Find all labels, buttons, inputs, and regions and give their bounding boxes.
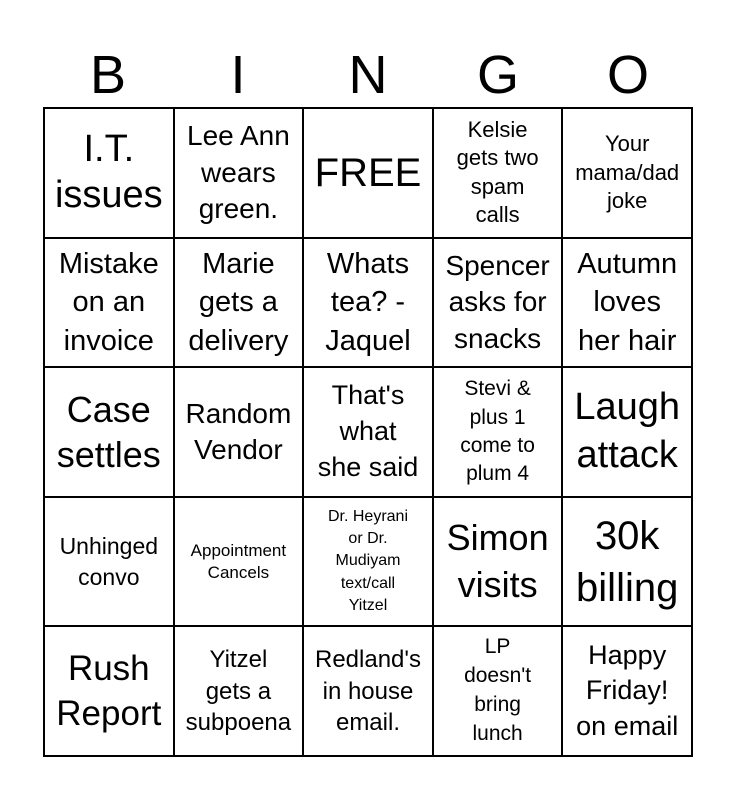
bingo-cell[interactable] (174, 238, 304, 368)
bingo-cell[interactable] (433, 238, 563, 368)
bingo-cell[interactable] (562, 108, 692, 238)
cell-text: Appointment Cancels (190, 540, 287, 582)
cell-text: Yitzel gets a subpoena (185, 646, 292, 736)
bingo-cell[interactable] (44, 238, 174, 368)
bingo-cell[interactable] (303, 626, 433, 756)
cell-text: Unhinged convo (59, 532, 159, 590)
bingo-board (43, 107, 693, 757)
cell-text: Spencer asks for snacks (445, 249, 550, 354)
cell-text: Simon visits (446, 516, 549, 605)
cell-text: That's what she said (317, 380, 419, 482)
bingo-cell[interactable] (562, 497, 692, 627)
cell-text: Laugh attack (574, 386, 681, 476)
header-letter-o: O (606, 45, 649, 105)
cell-text: 30k billing (576, 513, 679, 610)
bingo-cell[interactable] (562, 367, 692, 497)
cell-text: Mistake on an invoice (58, 247, 159, 357)
bingo-cell[interactable] (562, 238, 692, 368)
cell-text: Redland's in house email. (315, 646, 421, 736)
cell-text: Kelsie gets two spam calls (456, 116, 539, 228)
bingo-cell[interactable] (174, 626, 304, 756)
bingo-cell[interactable] (44, 497, 174, 627)
cell-text: FREE (314, 150, 422, 195)
bingo-header (43, 44, 693, 106)
bingo-cell[interactable] (174, 108, 304, 238)
cell-text: I.T. issues (54, 128, 163, 216)
cell-text: LP doesn't bring lunch (464, 635, 532, 746)
bingo-cell[interactable] (433, 367, 563, 497)
bingo-cell[interactable] (44, 367, 174, 497)
cell-text: Happy Friday! on email (576, 639, 679, 741)
bingo-cell[interactable] (44, 626, 174, 756)
header-letter-n: N (348, 45, 388, 105)
bingo-cell[interactable] (433, 626, 563, 756)
cell-text: Random Vendor (185, 397, 292, 465)
cell-text: Autumn loves her hair (577, 247, 678, 357)
header-letter-i: I (230, 45, 246, 105)
cell-text: Lee Ann wears green. (187, 120, 290, 224)
bingo-cell[interactable] (174, 497, 304, 627)
header-letter-g: G (476, 45, 519, 105)
cell-text: Whats tea? - Jaquel (325, 247, 411, 357)
header-letter-b: B (89, 45, 127, 105)
bingo-cell[interactable] (174, 367, 304, 497)
cell-text: Your mama/dad joke (575, 130, 680, 214)
bingo-cell[interactable] (303, 238, 433, 368)
cell-text: Dr. Heyrani or Dr. Mudiyam text/call Yitzel (327, 507, 408, 615)
cell-text: Stevi & plus 1 come to plum 4 (460, 377, 535, 486)
free-space-cell[interactable] (303, 108, 433, 238)
bingo-cell[interactable] (562, 626, 692, 756)
cell-text: Case settles (56, 388, 161, 475)
bingo-cell[interactable] (433, 497, 563, 627)
bingo-cell[interactable] (303, 367, 433, 497)
cell-text: Rush Report (56, 648, 162, 734)
bingo-cell[interactable] (44, 108, 174, 238)
bingo-cell[interactable] (433, 108, 563, 238)
bingo-cell[interactable] (303, 497, 433, 627)
cell-text: Marie gets a delivery (188, 247, 289, 357)
